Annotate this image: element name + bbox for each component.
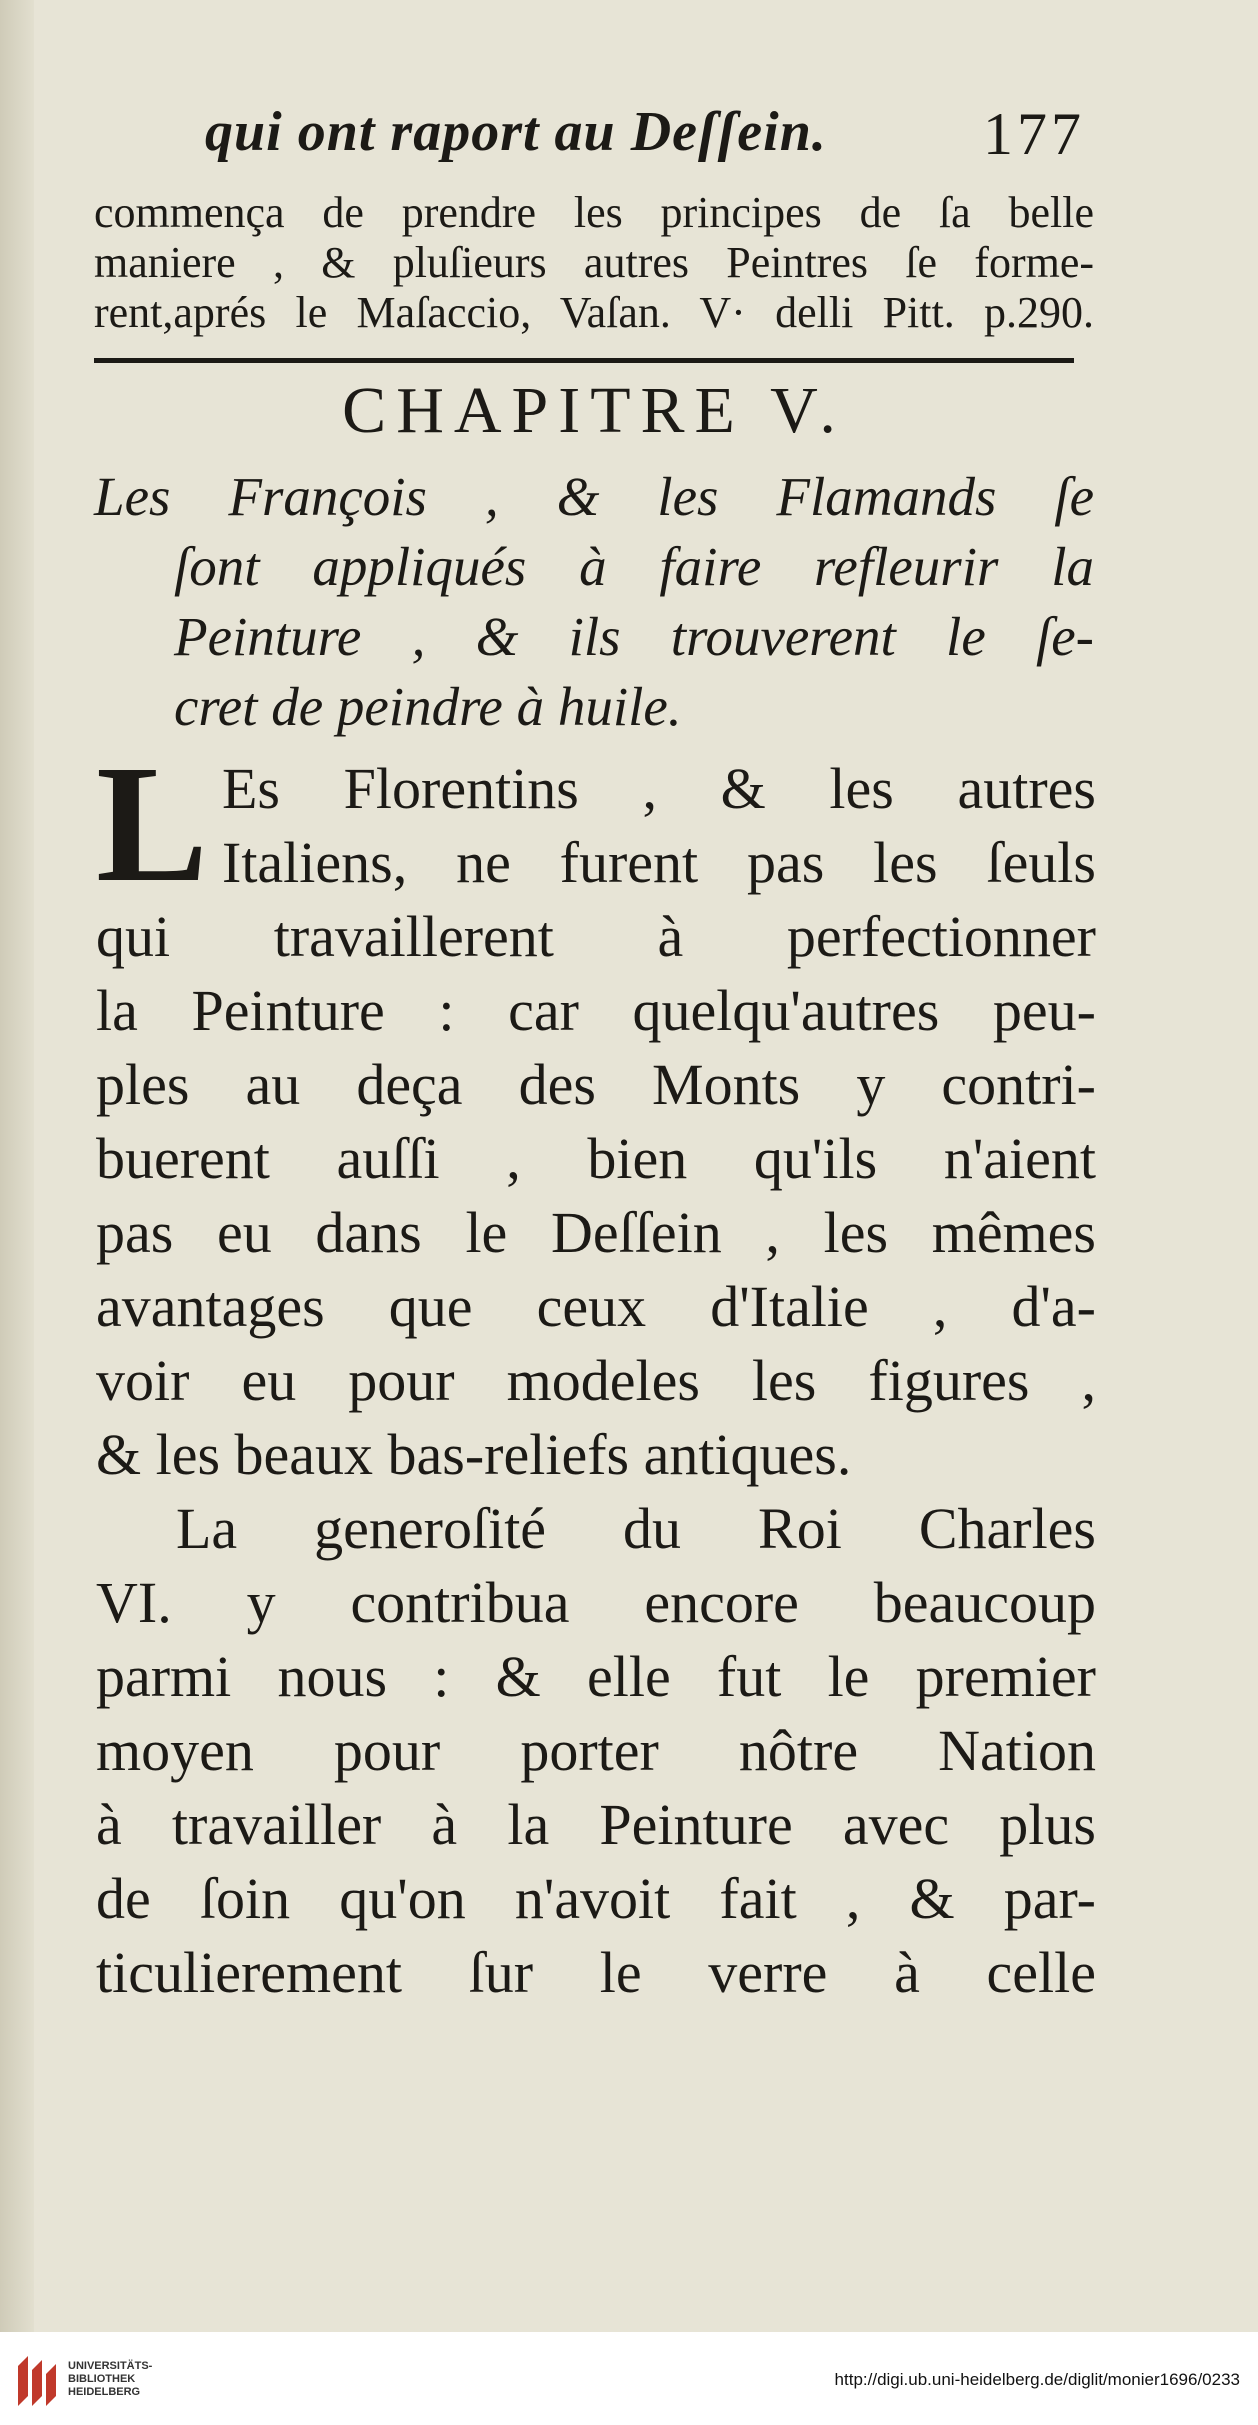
summary-line: ſont appliqués à faire refleurir la (174, 536, 1094, 597)
text-line: La generoſité du Roi Charles (176, 1496, 1096, 1561)
library-name-line: HEIDELBERG (68, 2386, 141, 2398)
text-line: ples au deça des Monts y contri- (96, 1052, 1096, 1117)
body-text (96, 731, 1096, 2010)
text-line: de ſoin qu'on n'avoit fait , & par- (96, 1866, 1096, 1931)
page-header (205, 100, 1085, 170)
text-line: qui travaillerent à perfectionner (96, 904, 1096, 969)
summary-line: Peinture , & ils trouverent le ſe- (174, 606, 1094, 667)
text-line: buerent auſſi , bien qu'ils n'aient (96, 1126, 1096, 1191)
permalink-url[interactable]: http://digi.ub.uni-heidelberg.de/diglit/monier1696/0233 (834, 2370, 1240, 2389)
text-line: pas eu dans le Deſſein , les mêmes (96, 1200, 1096, 1265)
carryover-paragraph (94, 188, 1094, 338)
drop-cap: L (96, 731, 209, 917)
text-line: Es Florentins , & les autres (222, 756, 1096, 821)
page-number: 177 (983, 101, 1085, 167)
text-line: VI. y contribua encore beaucoup (96, 1570, 1096, 1635)
text-line: ticulierement ſur le verre à celle (96, 1940, 1096, 2005)
library-name-line: UNIVERSITÄTS- (68, 2360, 153, 2372)
text-line: la Peinture : car quelqu'autres peu- (96, 978, 1096, 1043)
text-line: moyen pour porter nôtre Nation (96, 1718, 1096, 1783)
text-line: Italiens, ne furent pas les ſeuls (222, 830, 1096, 895)
section-rule (94, 358, 1074, 363)
text-line: voir eu pour modeles les figures , (96, 1348, 1096, 1413)
text-line: rent,aprés le Maſaccio, Vaſan. V· delli Pitt. p.290. (94, 288, 1094, 337)
library-name (68, 2360, 188, 2399)
summary-line: Les François , & les Flamands ſe (94, 466, 1094, 527)
text-line: avantages que ceux d'Italie , d'a- (96, 1274, 1096, 1339)
text-line: parmi nous : & elle fut le premier (96, 1644, 1096, 1709)
text-line: & les beaux bas-reliefs antiques. (96, 1422, 852, 1487)
summary-line: cret de peindre à huile. (174, 676, 682, 737)
chapter-summary (94, 462, 1094, 742)
university-library-logo-icon (14, 2352, 58, 2410)
library-name-line: BIBLIOTHEK (68, 2373, 136, 2385)
text-line: maniere , & pluſieurs autres Peintres ſe forme- (94, 238, 1094, 287)
viewer-footer (0, 2332, 1258, 2425)
chapter-title: CHAPITRE V. (342, 374, 846, 447)
text-line: commença de prendre les principes de ſa belle (94, 188, 1094, 237)
page-gutter (0, 0, 34, 2332)
text-line: à travailler à la Peinture avec plus (96, 1792, 1096, 1857)
running-head: qui ont raport au Deſſein. (205, 101, 827, 163)
